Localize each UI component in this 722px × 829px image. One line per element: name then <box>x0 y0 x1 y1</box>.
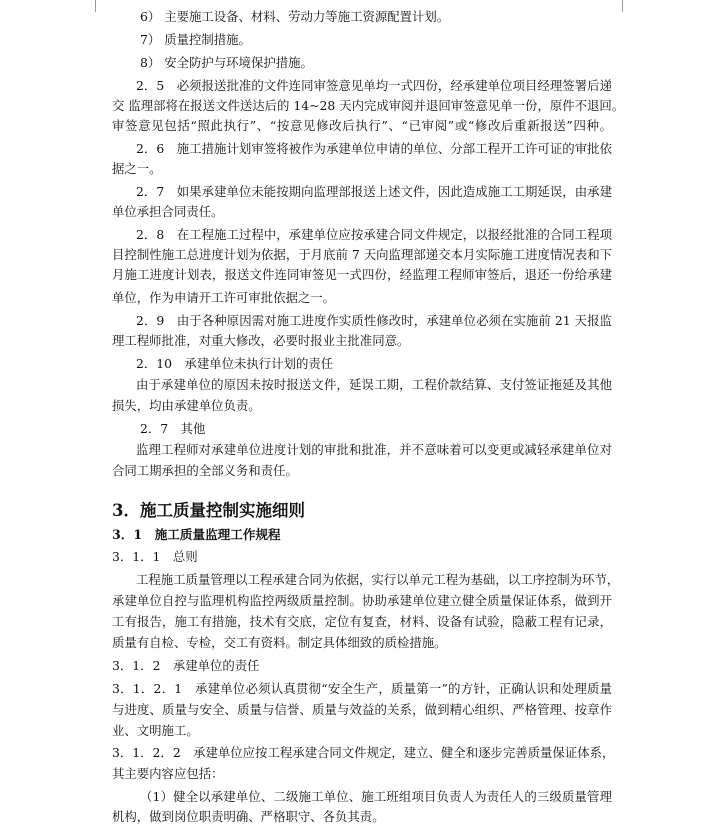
paragraph-line: 由于承建单位的原因未按时报送文件，延误工期，工程价款结算、支付签证拖延及其他 <box>136 377 612 392</box>
list-item-6: 6） 主要施工设备、材料、劳动力等施工资源配置计划。 <box>140 9 450 24</box>
clause-2-10: 2．10 承建单位未执行计划的责任 <box>136 356 334 371</box>
clause-2-7: 2．7 如果承建单位未能按期向监理部报送上述文件，因此造成施工工期延误，由承建 <box>136 184 612 199</box>
list-item-8: 8） 安全防护与环境保护措施。 <box>140 55 313 70</box>
paragraph-line: 与进度、质量与安全、质量与信誉、质量与效益的关系，做到精心组织、严格管理、按章作 <box>112 702 612 717</box>
page-corner-mark <box>95 0 96 12</box>
paragraph-line: 监理工程师对承建单位进度计划的审批和批准，并不意味着可以变更或减轻承建单位对 <box>136 442 612 457</box>
clause-3-1-1: 3．1．1 总则 <box>112 549 198 564</box>
clause-3-1-2-2: 3．1．2．2 承建单位应按工程承建合同文件规定，建立、健全和逐步完善质量保证体系， <box>112 745 615 760</box>
clause-2-9: 2．9 由于各种原因需对施工进度作实质性修改时，承建单位必须在实施前 21 天报监 <box>136 313 612 328</box>
paragraph-line: 工有报告，施工有措施，技术有交底，定位有复查，材料、设备有试验，隐蔽工程有记录， <box>112 614 612 629</box>
paragraph-line: 据之一。 <box>112 161 162 176</box>
list-item-1: （1）健全以承建单位、二级施工单位、施工班组项目负责人为责任人的三级质量管理 <box>140 789 612 804</box>
paragraph-line: 审签意见包括“照此执行”、“按意见修改后执行”、“已审阅”或“修改后重新报送”四种。 <box>112 118 612 133</box>
paragraph-line: 工程施工质量管理以工程承建合同为依据，实行以单元工程为基础，以工序控制为环节， <box>136 572 620 587</box>
paragraph-line: 理工程师批准，对重大修改，必要时报业主批准同意。 <box>112 333 410 348</box>
paragraph-line: 承建单位自控与监理机构监控两级质量控制。协助承建单位建立健全质量保证体系，做到开 <box>112 593 612 608</box>
subsection-heading-3-1: 3．1 施工质量监理工作规程 <box>112 527 281 542</box>
paragraph-line: 损失，均由承建单位负责。 <box>112 398 261 413</box>
section-heading-3: 3．施工质量控制实施细则 <box>112 501 305 520</box>
paragraph-line: 合同工期承担的全部义务和责任。 <box>112 463 298 478</box>
clause-2-7-other: 2．7 其他 <box>140 421 206 436</box>
paragraph-line: 单位，作为申请开工许可审批依据之一。 <box>112 290 336 305</box>
paragraph-line: 其主要内容应包括： <box>112 766 224 781</box>
paragraph-line: 单位承担合同责任。 <box>112 204 224 219</box>
clause-2-5: 2．5 必须报送批准的文件连同审签意见单均一式四份，经承建单位项目经理签署后递 <box>136 78 612 93</box>
paragraph-line: 月施工进度计划表，报送文件连同审签见一式四份，经监理工程师审签后，退还一份给承建 <box>112 267 612 282</box>
clause-2-8: 2．8 在工程施工过程中，承建单位应按承建合同文件规定，以报经批准的合同工程项 <box>136 227 612 242</box>
paragraph-line: 目控制性施工总进度计划为依据，于月底前 7 天向监理部递交本月实际施工进度情况表和下 <box>112 247 612 262</box>
paragraph-line: 质量有自检、专检，交工有资料。制定具体细致的质检措施。 <box>112 635 447 650</box>
paragraph-line: 业、文明施工。 <box>112 723 199 738</box>
list-item-7: 7） 质量控制措施。 <box>140 32 251 47</box>
clause-2-6: 2．6 施工措施计划审签将被作为承建单位申请的单位、分部工程开工许可证的审批依 <box>136 141 612 156</box>
clause-3-1-2: 3．1．2 承建单位的责任 <box>112 658 260 673</box>
paragraph-line: 交 监理部将在报送文件送达后的 14~28 天内完成审阅并退回审签意见单一份，原件不退回。 <box>112 98 625 113</box>
clause-3-1-2-1: 3．1．2．1 承建单位必须认真贯彻“安全生产，质量第一”的方针，正确认识和处理质量 <box>112 681 612 696</box>
paragraph-line: 机构，做到岗位职责明确、严格职守、各负其责。 <box>112 809 385 824</box>
